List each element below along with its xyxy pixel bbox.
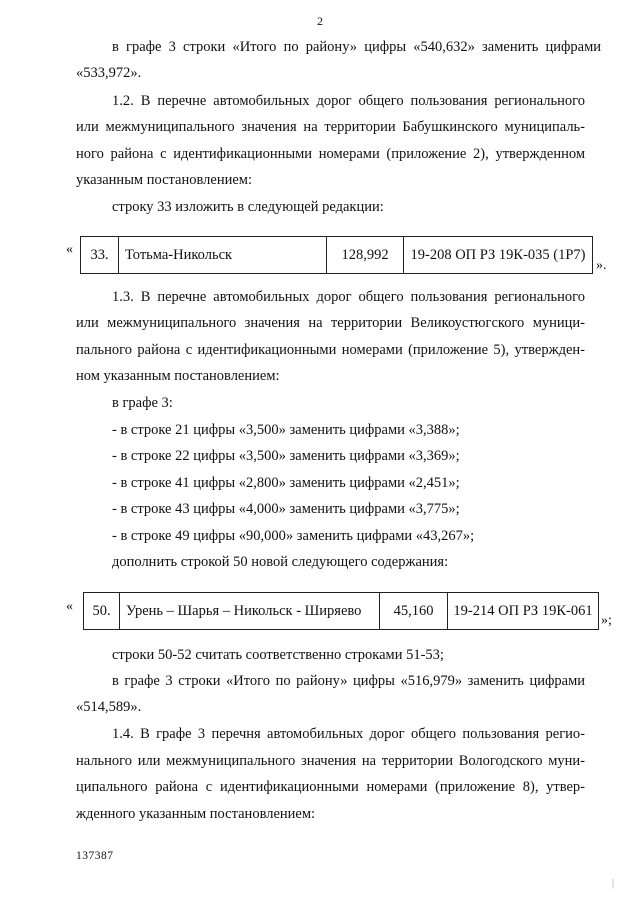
table-cell-number: 33. xyxy=(81,237,119,273)
table-cell-id: 19-214 ОП РЗ 19К-061 xyxy=(453,602,593,619)
list-item: - в строке 21 цифры «3,500» заменить цифрами «3,388»; xyxy=(112,422,460,438)
table-cell-road-name: Тотьма-Никольск xyxy=(119,237,327,273)
text-line: «514,589». xyxy=(76,699,142,715)
text-line: «533,972». xyxy=(76,65,142,81)
scan-mark: | xyxy=(612,878,615,889)
text-line: ном указанным постановлением: xyxy=(76,368,280,384)
list-item: - в строке 49 цифры «90,000» заменить цифрами «43,267»; xyxy=(112,528,475,544)
text-line: в графе 3: xyxy=(112,395,173,411)
table-cell-id: 19-208 ОП РЗ 19К-035 (1Р7) xyxy=(410,246,586,263)
text-line: указанным постановлением: xyxy=(76,172,252,188)
page-number: 2 xyxy=(317,14,323,28)
table-cell-road-name: Урень – Шарья – Никольск - Ширяево xyxy=(120,593,380,629)
table-cell-length: 45,160 xyxy=(380,593,448,629)
open-quote: « xyxy=(66,242,73,257)
text-line: или межмуниципального значения на территории Бабушкинского муниципаль- xyxy=(76,119,585,135)
text-line: или межмуниципального значения на территории Великоустюгского муници- xyxy=(76,315,585,331)
text-line: строку 33 изложить в следующей редакции: xyxy=(112,199,384,215)
close-quote: »; xyxy=(601,613,612,628)
list-item: - в строке 41 цифры «2,800» заменить цифрами «2,451»; xyxy=(112,475,460,491)
text-line: нального или межмуниципального значения на территории Вологодского муни- xyxy=(76,753,585,769)
table-cell-length: 128,992 xyxy=(327,237,404,273)
text-line: в графе 3 строки «Итого по району» цифры «540,632» заменить цифрами xyxy=(112,39,601,55)
footer-code: 137387 xyxy=(76,850,114,862)
list-item: - в строке 22 цифры «3,500» заменить цифрами «3,369»; xyxy=(112,448,460,464)
table-row-50 xyxy=(83,592,599,630)
text-line: дополнить строкой 50 новой следующего содержания: xyxy=(112,554,449,570)
close-quote: ». xyxy=(596,258,607,273)
text-line: жденного указанным постановлением: xyxy=(76,806,316,822)
text-line: ципального района с идентификационными номерами (приложение 8), утвер- xyxy=(76,779,585,795)
text-line: пального района с идентификационными номерами (приложение 5), утвержден- xyxy=(76,342,585,358)
text-line: 1.3. В перечне автомобильных дорог общего пользования регионального xyxy=(112,289,585,305)
list-item: - в строке 43 цифры «4,000» заменить цифрами «3,775»; xyxy=(112,501,460,517)
text-line: в графе 3 строки «Итого по району» цифры «516,979» заменить цифрами xyxy=(112,673,585,689)
table-cell-number: 50. xyxy=(84,593,120,629)
text-line: строки 50-52 считать соответственно строками 51-53; xyxy=(112,647,444,663)
text-line: 1.2. В перечне автомобильных дорог общего пользования регионального xyxy=(112,93,585,109)
text-line: 1.4. В графе 3 перечня автомобильных дорог общего пользования регио- xyxy=(112,726,585,742)
table-row-33 xyxy=(80,236,593,274)
text-line: ного района с идентификационными номерами (приложение 2), утвержденном xyxy=(76,146,585,162)
open-quote: « xyxy=(66,599,73,614)
